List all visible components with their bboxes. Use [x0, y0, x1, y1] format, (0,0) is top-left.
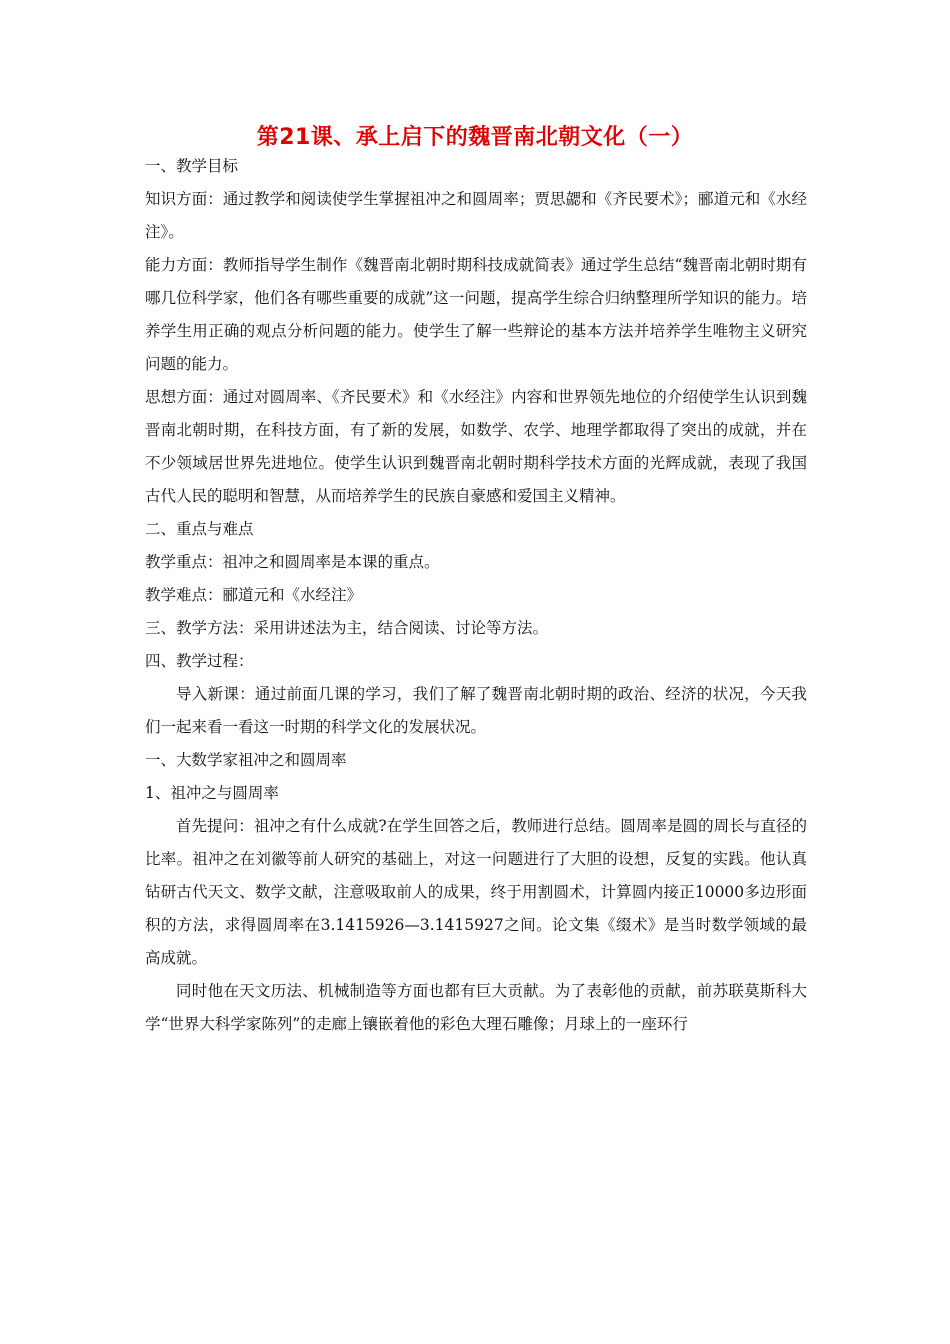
- section-heading: 三、教学方法：采用讲述法为主，结合阅读、讨论等方法。: [145, 619, 549, 637]
- paragraph: 教学难点：郦道元和《水经注》: [145, 586, 363, 604]
- paragraph: 首先提问：祖冲之有什么成就?在学生回答之后，教师进行总结。圆周率是圆的周长与直径的比率。祖冲之在刘徽等前人研究的基础上，对这一问题进行了大胆的设想，反复的实践。他认真钻研古代天文、数学文献，注意吸取前人的成果，终于用割圆术，计算圆内接正10000多边形面积的方法，求得圆周率在3.1415926—3.1415927之间。论文集《缀术》是当时数学领域的最高成就。: [145, 817, 807, 967]
- paragraph: 同时他在天文历法、机械制造等方面也都有巨大贡献。为了表彰他的贡献，前苏联莫斯科大学“世界大科学家陈列”的走廊上镶嵌着他的彩色大理石雕像；月球上的一座环行: [145, 982, 807, 1033]
- section-heading: 一、教学目标: [145, 157, 239, 175]
- section-heading: 四、教学过程：: [145, 652, 254, 670]
- section-heading: 一、大数学家祖冲之和圆周率: [145, 751, 347, 769]
- paragraph: 思想方面：通过对圆周率、《齐民要术》和《水经注》内容和世界领先地位的介绍使学生认识到魏晋南北朝时期，在科技方面，有了新的发展，如数学、农学、地理学都取得了突出的成就，并在不少领域居世界先进地位。使学生认识到魏晋南北朝时期科学技术方面的光辉成就，表现了我国古代人民的聪明和智慧，从而培养学生的民族自豪感和爱国主义精神。: [145, 388, 807, 505]
- section-heading: 二、重点与难点: [145, 520, 254, 538]
- lesson-title: 第21课、承上启下的魏晋南北朝文化（一）: [256, 125, 694, 150]
- paragraph: 知识方面：通过教学和阅读使学生掌握祖冲之和圆周率；贾思勰和《齐民要术》；郦道元和《水经注》。: [145, 190, 807, 241]
- paragraph: 导入新课：通过前面几课的学习，我们了解了魏晋南北朝时期的政治、经济的状况，今天我们一起来看一看这一时期的科学文化的发展状况。: [145, 685, 807, 736]
- document-body: [145, 150, 807, 1041]
- paragraph: 能力方面：教师指导学生制作《魏晋南北朝时期科技成就简表》通过学生总结“魏晋南北朝时期有哪几位科学家，他们各有哪些重要的成就”这一问题，提高学生综合归纳整理所学知识的能力。培养学生用正确的观点分析问题的能力。使学生了解一些辩论的基本方法并培养学生唯物主义研究问题的能力。: [145, 256, 807, 373]
- paragraph: 教学重点：祖冲之和圆周率是本课的重点。: [145, 553, 440, 571]
- subsection-heading: 1、祖冲之与圆周率: [145, 784, 279, 802]
